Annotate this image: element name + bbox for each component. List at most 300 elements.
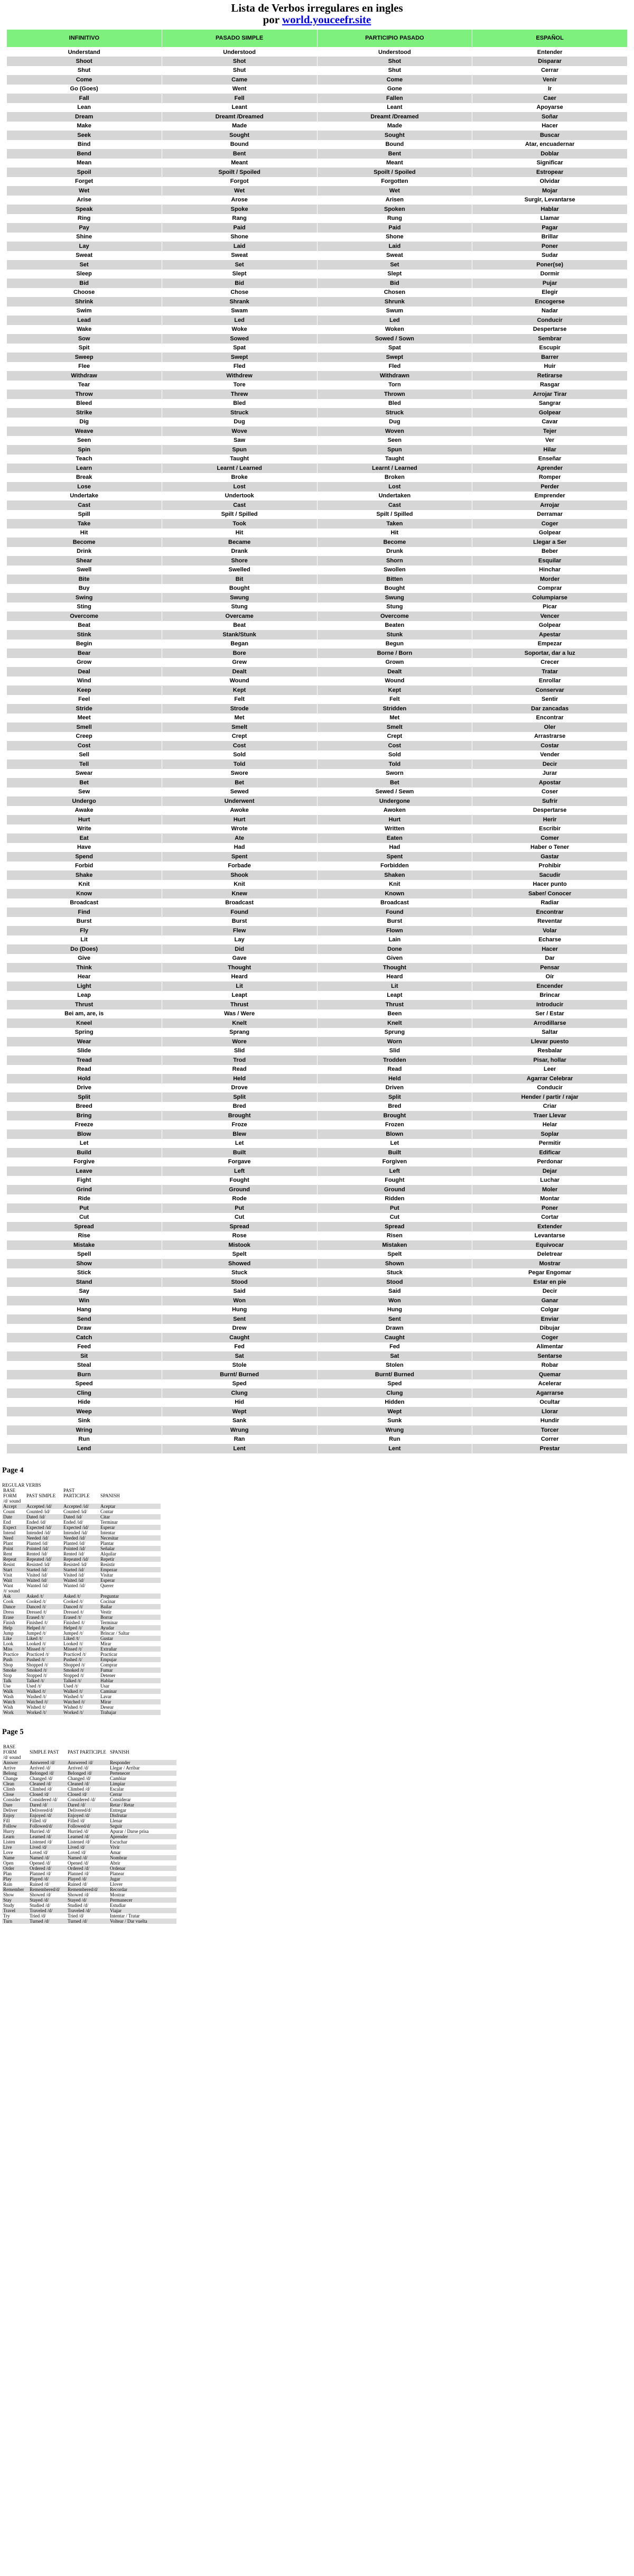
cell-infinitive: Bid: [7, 279, 162, 288]
cell-infinitive: Write: [7, 824, 162, 834]
cell-past-participle: Played /d/: [67, 1876, 109, 1882]
table-row: [7, 667, 628, 677]
cell-past-simple: Planted /id/: [25, 1541, 62, 1546]
cell-past-simple: Bled: [162, 399, 317, 409]
cell-infinitive: Bring: [7, 1111, 162, 1120]
cell-past-participle: Cast: [317, 501, 472, 510]
cell-past-participle: Swollen: [317, 566, 472, 575]
cell-past-participle: Wrung: [317, 1425, 472, 1435]
cell-past-participle: Kept: [317, 685, 472, 695]
cell-infinitive: End: [2, 1519, 25, 1525]
cell-past-participle: Lost: [317, 482, 472, 492]
cell-infinitive: Deliver: [2, 1808, 29, 1813]
table-row: [7, 843, 628, 853]
cell-infinitive: Knit: [7, 880, 162, 889]
cell-spanish: Echarse: [472, 935, 628, 945]
cell-past-participle: Looked /t/: [62, 1641, 99, 1646]
table-row: [7, 574, 628, 584]
table-row: [7, 1361, 628, 1370]
table-row: [2, 1583, 161, 1588]
cell-past-participle: Stopped /t/: [62, 1673, 99, 1678]
cell-past-participle: Cooked /t/: [62, 1599, 99, 1604]
cell-past-participle: Closed /d/: [67, 1792, 109, 1797]
cell-spanish: Lavar: [99, 1694, 161, 1699]
cell-past-simple: Used /t/: [25, 1683, 62, 1689]
cell-past-simple: Struck: [162, 408, 317, 418]
irregular-verbs-table: [6, 29, 628, 1453]
cell-past-simple: Burst: [162, 917, 317, 926]
cell-spanish: Surgir, Levantarse: [472, 196, 628, 205]
cell-infinitive: Do (Does): [7, 944, 162, 954]
table-row: [7, 297, 628, 307]
table-row: [7, 1102, 628, 1111]
cell-spanish: Doblar: [472, 149, 628, 159]
cell-past-participle: Sold: [317, 750, 472, 760]
cell-infinitive: Swing: [7, 593, 162, 603]
table-row: [7, 1185, 628, 1194]
cell-infinitive: Spread: [7, 1222, 162, 1231]
cell-past-simple: Fought: [162, 1176, 317, 1185]
table-row: [7, 168, 628, 177]
cell-past-participle: Brought: [317, 1111, 472, 1120]
cell-past-simple: Bid: [162, 279, 317, 288]
cell-past-participle: Sewed / Sewn: [317, 787, 472, 797]
cell-past-participle: Resisted /id/: [62, 1562, 99, 1567]
cell-infinitive: Listen: [2, 1839, 29, 1845]
cell-past-simple: Stayed /d/: [29, 1897, 67, 1903]
cell-past-simple: Cooked /t/: [25, 1599, 62, 1604]
table-row: [2, 1829, 176, 1834]
cell-past-participle: Bred: [317, 1102, 472, 1111]
table-row: [2, 1525, 161, 1530]
table-row: [7, 787, 628, 797]
cell-spanish: Pertenecer: [109, 1771, 176, 1776]
cell-past-simple: Arrived /d/: [29, 1765, 67, 1771]
cell-past-participle: Expected /id/: [62, 1525, 99, 1530]
cell-past-simple: Enjoyed /d/: [29, 1813, 67, 1818]
cell-spanish: Hacer punto: [472, 880, 628, 889]
table-row: [7, 66, 628, 76]
cell-spanish: Llegar / Arribar: [109, 1765, 176, 1771]
table-row: [7, 806, 628, 816]
cell-spanish: Torcer: [472, 1425, 628, 1435]
cell-past-participle: Swept: [317, 353, 472, 362]
cell-infinitive: Study: [2, 1903, 29, 1908]
cell-spanish: Dar zancadas: [472, 704, 628, 714]
cell-past-participle: Erased /t/: [62, 1615, 99, 1620]
cell-past-simple: Dreamt /Dreamed: [162, 112, 317, 122]
cell-past-simple: Flew: [162, 926, 317, 935]
cell-infinitive: Spin: [7, 445, 162, 455]
table-row: [7, 954, 628, 963]
cell-past-participle: Blown: [317, 1129, 472, 1139]
cell-infinitive: Sweat: [7, 251, 162, 261]
cell-spanish: Ayudar: [99, 1625, 161, 1630]
cell-spanish: Llover: [109, 1882, 176, 1887]
cell-spanish: Terminar: [99, 1519, 161, 1525]
cell-past-participle: Liked /t/: [62, 1636, 99, 1641]
cell-infinitive: Plant: [2, 1541, 25, 1546]
cell-past-simple: Dressed /t/: [25, 1609, 62, 1615]
cell-past-participle: Counted /id/: [62, 1509, 99, 1514]
cell-infinitive: Walk: [2, 1689, 25, 1694]
cell-spanish: Hacer: [472, 944, 628, 954]
cell-infinitive: Break: [7, 473, 162, 483]
cell-infinitive: Wet: [7, 186, 162, 196]
cell-spanish: Aprender: [109, 1834, 176, 1839]
cell-infinitive: Slide: [7, 1046, 162, 1056]
table-row: [2, 1567, 161, 1572]
cell-infinitive: Dress: [2, 1609, 25, 1615]
cell-spanish: Hender / partir / rajar: [472, 1092, 628, 1102]
table-row: [7, 685, 628, 695]
cell-past-participle: Shut: [317, 66, 472, 76]
cell-spanish: Edificar: [472, 1148, 628, 1157]
sound-note-d: /d/ sound: [2, 1498, 161, 1504]
cell-past-simple: Wept: [162, 1407, 317, 1416]
cell-past-simple: Met: [162, 714, 317, 723]
cell-spanish: Comprar: [472, 584, 628, 594]
cell-infinitive: Swear: [7, 769, 162, 779]
cell-infinitive: Lit: [7, 935, 162, 945]
cell-spanish: Dormir: [472, 270, 628, 279]
table-row: [7, 769, 628, 779]
cell-spanish: Apostar: [472, 778, 628, 787]
cell-infinitive: Name: [2, 1855, 29, 1860]
table-row: [7, 1009, 628, 1019]
cell-past-simple: Stank/Stunk: [162, 630, 317, 640]
table-row: [7, 611, 628, 621]
table-row: [2, 1776, 176, 1781]
cell-spanish: Prohibir: [472, 861, 628, 871]
cell-infinitive: Smoke: [2, 1667, 25, 1673]
cell-infinitive: Bear: [7, 648, 162, 658]
cell-spanish: Agarrar Celebrar: [472, 1074, 628, 1083]
cell-past-participle: Frozen: [317, 1120, 472, 1130]
cell-infinitive: Build: [7, 1148, 162, 1157]
table-row: [2, 1636, 161, 1641]
cell-infinitive: Travel: [2, 1908, 29, 1913]
cell-infinitive: Kneel: [7, 1018, 162, 1028]
table-row: [2, 1839, 176, 1845]
cell-infinitive: Try: [2, 1913, 29, 1919]
cell-past-simple: Wrung: [162, 1425, 317, 1435]
cell-past-participle: Hit: [317, 529, 472, 538]
cell-spanish: Encontrar: [472, 907, 628, 917]
cell-past-simple: Fled: [162, 362, 317, 372]
cell-past-simple: Worked /t/: [25, 1710, 62, 1715]
cell-past-participle: Practiced /t/: [62, 1652, 99, 1657]
cell-spanish: Permitir: [472, 1139, 628, 1148]
cell-spanish: Crecer: [472, 658, 628, 668]
cell-past-participle: Rained /d/: [67, 1882, 109, 1887]
table-row: [7, 1435, 628, 1444]
cell-spanish: Hilar: [472, 445, 628, 455]
cell-infinitive: Let: [7, 1139, 162, 1148]
cell-spanish: Soplar: [472, 1129, 628, 1139]
table-row: [2, 1834, 176, 1839]
cell-past-simple: Set: [162, 260, 317, 270]
table-row: [2, 1808, 176, 1813]
cell-past-participle: Asked /t/: [62, 1593, 99, 1599]
cell-past-participle: Climbed /d/: [67, 1786, 109, 1792]
cell-infinitive: Wind: [7, 677, 162, 686]
cell-spanish: Haber o Tener: [472, 843, 628, 853]
cell-past-participle: Accepted /id/: [62, 1504, 99, 1509]
cell-spanish: Traer Llevar: [472, 1111, 628, 1120]
cell-past-participle: Talked /t/: [62, 1678, 99, 1683]
cell-past-participle: Spun: [317, 445, 472, 455]
cell-infinitive: Awake: [7, 806, 162, 816]
cell-infinitive: Look: [2, 1641, 25, 1646]
cell-past-participle: Given: [317, 954, 472, 963]
cell-infinitive: Bet: [7, 778, 162, 787]
cell-infinitive: Leave: [7, 1166, 162, 1176]
cell-infinitive: Smell: [7, 722, 162, 732]
cell-spanish: Significar: [472, 159, 628, 168]
cell-past-participle: Learnt / Learned: [317, 464, 472, 473]
cell-spanish: Sacudir: [472, 870, 628, 880]
table-row: [7, 408, 628, 418]
cell-past-participle: Forgiven: [317, 1157, 472, 1167]
table-row: [2, 1689, 161, 1694]
cell-past-participle: Burnt/ Burned: [317, 1370, 472, 1379]
cell-past-simple: Wanted /id/: [25, 1583, 62, 1588]
table-row: [2, 1699, 161, 1704]
table-row: [2, 1860, 176, 1866]
table-row: [2, 1652, 161, 1657]
cell-spanish: Recordar: [109, 1887, 176, 1892]
cell-spanish: Enviar: [472, 1314, 628, 1324]
cell-spanish: Jurar: [472, 769, 628, 779]
cell-past-participle: Bitten: [317, 574, 472, 584]
cell-spanish: Conducir: [472, 1083, 628, 1093]
cell-spanish: Equivocar: [472, 1240, 628, 1250]
cell-spanish: Encender: [472, 981, 628, 991]
cell-infinitive: Wish: [2, 1704, 25, 1710]
cell-spanish: Volar: [472, 926, 628, 935]
table-row: [2, 1823, 176, 1829]
cell-spanish: Derramar: [472, 510, 628, 520]
cell-past-simple: Saw: [162, 436, 317, 446]
cell-past-participle: Fought: [317, 1176, 472, 1185]
cell-infinitive: Date: [2, 1514, 25, 1519]
table-row: [7, 1120, 628, 1130]
cell-past-simple: Wished /t/: [25, 1704, 62, 1710]
cell-past-participle: Undertaken: [317, 492, 472, 501]
cell-infinitive: Stride: [7, 704, 162, 714]
table-row: [2, 1615, 161, 1620]
cell-past-simple: Ended /id/: [25, 1519, 62, 1525]
cell-past-simple: Bred: [162, 1102, 317, 1111]
cell-past-simple: Studied /d/: [29, 1903, 67, 1908]
cell-past-participle: Fallen: [317, 94, 472, 103]
cell-infinitive: Freeze: [7, 1120, 162, 1130]
cell-spanish: Correr: [472, 1435, 628, 1444]
cell-spanish: Brincar: [472, 991, 628, 1000]
table-row: [7, 750, 628, 760]
table-row: [7, 1277, 628, 1287]
cell-past-participle: Dreamt /Dreamed: [317, 112, 472, 122]
cell-spanish: Escalar: [109, 1786, 176, 1792]
table-row: [7, 1046, 628, 1056]
cell-past-participle: Understood: [317, 48, 472, 57]
cell-spanish: Jugar: [109, 1876, 176, 1882]
cell-past-simple: Ground: [162, 1185, 317, 1194]
cell-past-simple: Undertook: [162, 492, 317, 501]
cell-past-participle: Planted /id/: [62, 1541, 99, 1546]
table-row: [2, 1578, 161, 1583]
cell-infinitive: Buy: [7, 584, 162, 594]
cell-past-participle: Considered /d/: [67, 1797, 109, 1802]
cell-spanish: Leer: [472, 1065, 628, 1074]
cell-past-simple: Became: [162, 538, 317, 547]
cell-past-participle: Swum: [317, 307, 472, 316]
cell-past-participle: Grown: [317, 658, 472, 668]
cell-infinitive: Answer: [2, 1760, 29, 1765]
cell-spanish: Dibujar: [472, 1324, 628, 1333]
cell-past-participle: Belonged /d/: [67, 1771, 109, 1776]
cell-past-participle: Spat: [317, 344, 472, 353]
cell-past-simple: Lit: [162, 981, 317, 991]
cell-infinitive: Expect: [2, 1525, 25, 1530]
cell-spanish: Llenar: [109, 1818, 176, 1823]
cell-infinitive: Wait: [2, 1578, 25, 1583]
cell-spanish: Fumar: [99, 1667, 161, 1673]
cell-past-participle: Lit: [317, 981, 472, 991]
cell-spanish: Despertarse: [472, 325, 628, 335]
cell-past-simple: Fed: [162, 1342, 317, 1352]
cell-spanish: Vender: [472, 750, 628, 760]
cell-infinitive: Talk: [2, 1678, 25, 1683]
cell-infinitive: Shut: [7, 66, 162, 76]
table-row: [7, 566, 628, 575]
cell-past-simple: Slept: [162, 270, 317, 279]
cell-spanish: Acelerar: [472, 1379, 628, 1389]
cell-past-participle: Come: [317, 75, 472, 85]
table-row: [7, 593, 628, 603]
cell-past-participle: Turned /d/: [67, 1919, 109, 1924]
cell-past-simple: Opened /d/: [29, 1860, 67, 1866]
cell-past-simple: Needed /id/: [25, 1535, 62, 1541]
table-row: [7, 972, 628, 982]
cell-infinitive: Think: [7, 963, 162, 972]
cell-spanish: Intentar / Tratar: [109, 1913, 176, 1919]
table-row: [7, 861, 628, 871]
cell-past-simple: Shook: [162, 870, 317, 880]
cell-spanish: Conducir: [472, 316, 628, 325]
table-row: [7, 464, 628, 473]
table-row: [7, 714, 628, 723]
cell-past-participle: Pushed /t/: [62, 1657, 99, 1662]
cell-infinitive: Set: [7, 260, 162, 270]
cell-spanish: Quemar: [472, 1370, 628, 1379]
table-row: [7, 427, 628, 436]
table-row: [2, 1678, 161, 1683]
cell-infinitive: Swell: [7, 566, 162, 575]
cell-past-participle: Hurried /d/: [67, 1829, 109, 1834]
cell-spanish: Gustar: [99, 1636, 161, 1641]
cell-past-simple: Spoke: [162, 205, 317, 214]
cell-past-participle: Led: [317, 316, 472, 325]
cell-spanish: Querer: [99, 1583, 161, 1588]
cell-spanish: Radiar: [472, 898, 628, 908]
table-row: [7, 186, 628, 196]
cell-infinitive: Plan: [2, 1871, 29, 1876]
table-row: [7, 640, 628, 649]
cell-past-participle: Sprung: [317, 1028, 472, 1037]
cell-past-simple: Sent: [162, 1314, 317, 1324]
cell-infinitive: Spill: [7, 510, 162, 520]
cell-spanish: Escuchar: [109, 1839, 176, 1845]
cell-past-participle: Struck: [317, 408, 472, 418]
cell-spanish: Decir: [472, 759, 628, 769]
cell-past-participle: Undergone: [317, 796, 472, 806]
cell-infinitive: Stick: [7, 1268, 162, 1278]
cell-spanish: Saltar: [472, 1028, 628, 1037]
cell-infinitive: Erase: [2, 1615, 25, 1620]
cell-infinitive: Speed: [7, 1379, 162, 1389]
cell-infinitive: Stay: [2, 1897, 29, 1903]
cell-past-simple: Counted /id/: [25, 1509, 62, 1514]
cell-past-simple: Led: [162, 316, 317, 325]
cell-spanish: Desear: [99, 1704, 161, 1710]
table-row: [2, 1572, 161, 1578]
cell-spanish: Hacer: [472, 122, 628, 131]
cell-infinitive: Take: [7, 519, 162, 529]
cell-past-simple: Asked /t/: [25, 1593, 62, 1599]
cell-past-simple: Bet: [162, 778, 317, 787]
table-row: [7, 159, 628, 168]
cell-infinitive: Show: [2, 1892, 29, 1897]
cell-past-participle: Bled: [317, 399, 472, 409]
cell-infinitive: Creep: [7, 732, 162, 742]
site-link[interactable]: world.youceefr.site: [282, 13, 371, 26]
cell-past-simple: Wet: [162, 186, 317, 196]
cell-infinitive: Undertake: [7, 492, 162, 501]
cell-infinitive: Lend: [7, 1444, 162, 1453]
cell-past-participle: Knit: [317, 880, 472, 889]
cell-past-simple: Filled /d/: [29, 1818, 67, 1823]
cell-past-participle: Said: [317, 1287, 472, 1296]
cell-spanish: Intentar: [99, 1530, 161, 1535]
table-row: [2, 1625, 161, 1630]
table-row: [7, 1194, 628, 1204]
cell-past-participle: Shot: [317, 57, 472, 66]
cell-past-simple: Split: [162, 1092, 317, 1102]
column-header-infinitive: BASE FORM: [3, 1487, 17, 1498]
table-row: [7, 1425, 628, 1435]
cell-infinitive: Give: [7, 954, 162, 963]
cell-past-participle: Risen: [317, 1231, 472, 1241]
cell-past-participle: Bought: [317, 584, 472, 594]
cell-past-participle: Broadcast: [317, 898, 472, 908]
cell-past-participle: Eaten: [317, 833, 472, 843]
cell-past-participle: Flown: [317, 926, 472, 935]
cell-spanish: Enseñar: [472, 455, 628, 464]
table-row: [7, 177, 628, 187]
cell-infinitive: Sink: [7, 1416, 162, 1426]
table-row: [7, 907, 628, 917]
cell-spanish: Borrar: [99, 1615, 161, 1620]
cell-infinitive: Hit: [7, 529, 162, 538]
cell-spanish: Oler: [472, 722, 628, 732]
table-row: [2, 1530, 161, 1535]
cell-past-simple: Loved /d/: [29, 1850, 67, 1855]
cell-past-simple: Showed: [162, 1259, 317, 1268]
cell-past-simple: Bent: [162, 149, 317, 159]
cell-spanish: Decir: [472, 1287, 628, 1296]
